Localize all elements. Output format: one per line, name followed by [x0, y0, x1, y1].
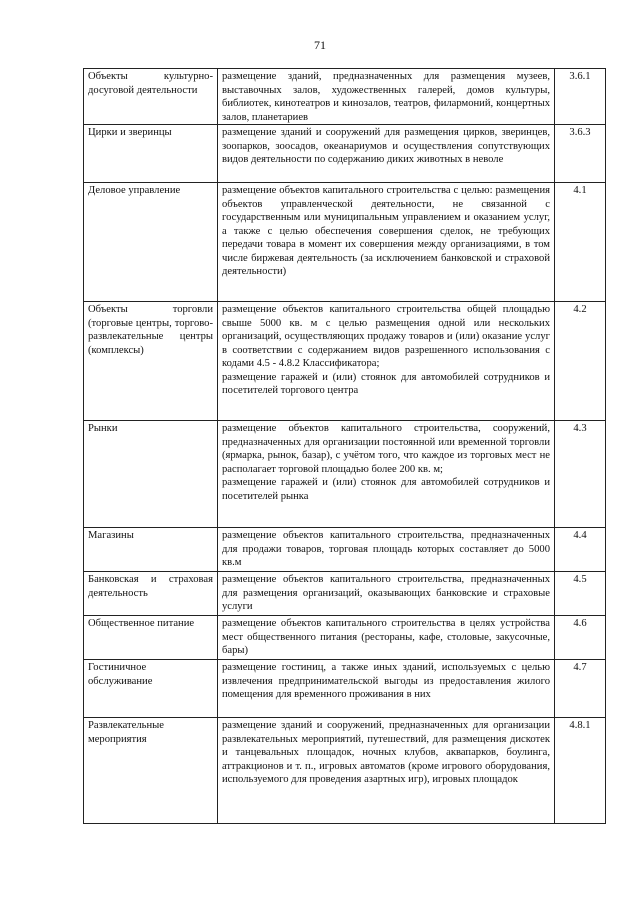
description-line: размещение объектов капитального строительства, сооружений, предназначенных для организации постоянной или временной торговли (ярмарка, рынок, базар), с учётом того, что каждое из торговых мест не располагает торговой площадью более 200 кв. м; [222, 423, 550, 475]
use-code: 3.6.1 [555, 69, 606, 125]
use-code: 4.3 [555, 421, 606, 528]
use-name: Объекты торговли (торговые центры, торгово-развлекательные центры (комплексы) [84, 302, 218, 421]
table-row [84, 302, 606, 421]
description-line: размещение объектов капитального строительства общей площадью свыше 5000 кв. м с целью размещения одной или нескольких организаций, осуществляющих продажу товаров и (или) оказание услуг в соответствии с содержанием видов разрешенного использования с кодами 4.5 - 4.8.2 Классификатора; [222, 304, 550, 369]
table-row [84, 69, 606, 125]
use-code: 4.4 [555, 528, 606, 572]
use-name: Цирки и зверинцы [84, 125, 218, 183]
use-name: Рынки [84, 421, 218, 528]
use-name: Развлекательные мероприятия [84, 718, 218, 824]
use-name: Банковская и страховая деятельность [84, 572, 218, 616]
use-code: 4.1 [555, 183, 606, 302]
use-code: 4.6 [555, 616, 606, 660]
page-number: 71 [314, 38, 326, 52]
use-name: Деловое управление [84, 183, 218, 302]
use-description [218, 183, 555, 302]
use-description [218, 616, 555, 660]
use-description [218, 718, 555, 824]
description-line: размещение зданий и сооружений для размещения цирков, зверинцев, зоопарков, зоосадов, океанариумов и осуществления сопутствующих видов деятельности по содержанию диких животных в неволе [222, 127, 550, 165]
description-line: размещение объектов капитального строительства в целях устройства мест общественного питания (рестораны, кафе, столовые, закусочные, бары) [222, 618, 550, 656]
description-line: размещение зданий, предназначенных для размещения музеев, выставочных залов, художественных галерей, домов культуры, библиотек, кинотеатров и кинозалов, театров, филармоний, концертных залов, планетариев [222, 71, 550, 123]
table-row [84, 660, 606, 718]
description-line: размещение объектов капитального строительства с целью: размещения объектов управленческой деятельности, не связанной с государственным или муниципальным управлением и оказанием услуг, а также с целью обеспечения совершения сделок, не требующих передачи товара в момент их совершения между организациями, в том числе биржевая деятельность (за исключением банковской и страховой деятельности) [222, 185, 550, 277]
description-line: размещение зданий и сооружений, предназначенных для организации развлекательных мероприятий, путешествий, для размещения дискотек и танцевальных площадок, ночных клубов, аквапарков, боулинга, аттракционов и т. п., игровых автоматов (кроме игрового оборудования, используемого для проведения азартных игр), игровых площадок [222, 720, 550, 785]
use-code: 4.7 [555, 660, 606, 718]
use-description [218, 528, 555, 572]
use-description [218, 69, 555, 125]
description-line: размещение гаражей и (или) стоянок для автомобилей сотрудников и посетителей торгового центра [222, 371, 550, 396]
description-line: размещение объектов капитального строительства, предназначенных для размещения организаций, оказывающих банковские и страховые услуги [222, 574, 550, 612]
use-description [218, 421, 555, 528]
use-code: 3.6.3 [555, 125, 606, 183]
use-name: Общественное питание [84, 616, 218, 660]
description-line: размещение гаражей и (или) стоянок для автомобилей сотрудников и посетителей рынка [222, 477, 550, 502]
land-use-table [83, 68, 606, 824]
table-row [84, 616, 606, 660]
use-code: 4.8.1 [555, 718, 606, 824]
description-line: размещение объектов капитального строительства, предназначенных для продажи товаров, торговая площадь которых составляет до 5000 кв.м [222, 530, 550, 568]
use-code: 4.5 [555, 572, 606, 616]
table-row [84, 718, 606, 824]
description-line: размещение гостиниц, а также иных зданий, используемых с целью извлечения предпринимательской выгоды из предоставления жилого помещения для временного проживания в них [222, 662, 550, 700]
use-name: Гостиничное обслуживание [84, 660, 218, 718]
table-row [84, 528, 606, 572]
table-row [84, 572, 606, 616]
use-name: Магазины [84, 528, 218, 572]
use-name: Объекты культурно-досуговой деятельности [84, 69, 218, 125]
use-description [218, 660, 555, 718]
table-row [84, 125, 606, 183]
use-description [218, 572, 555, 616]
use-description [218, 302, 555, 421]
table-row [84, 421, 606, 528]
use-description [218, 125, 555, 183]
use-code: 4.2 [555, 302, 606, 421]
table-row [84, 183, 606, 302]
